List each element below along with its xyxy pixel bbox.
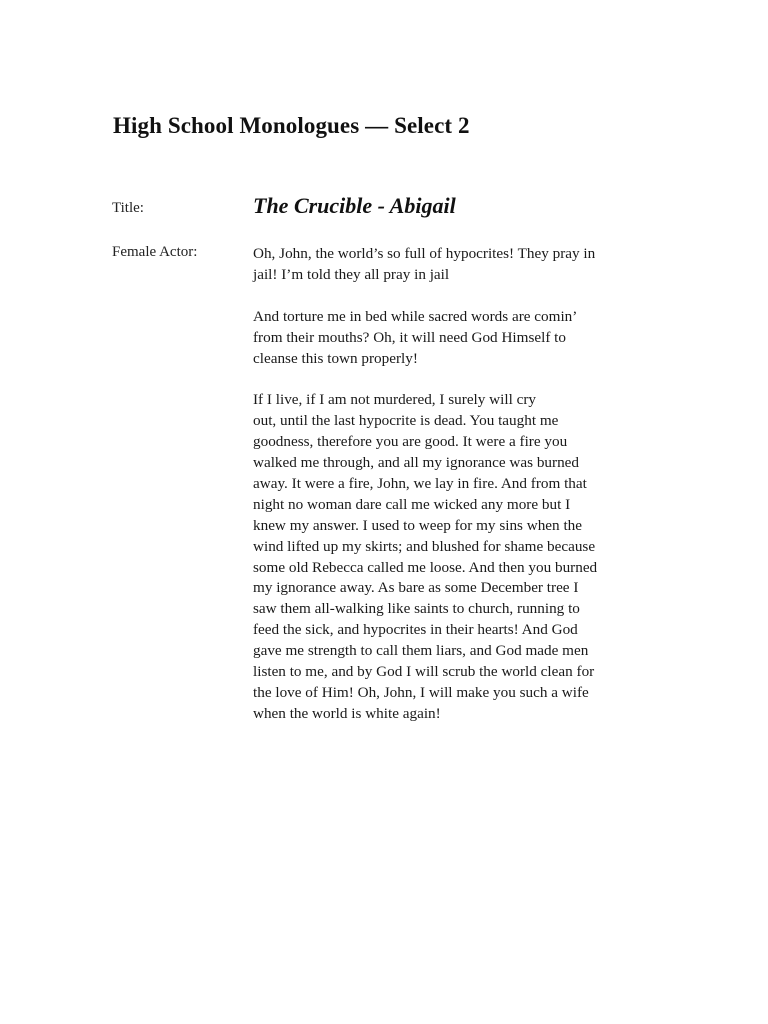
monologue-text bbox=[253, 244, 673, 746]
text-line: listen to me, and by God I will scrub the world clean for bbox=[253, 663, 595, 681]
text-line: jail! I’m told they all pray in jail bbox=[253, 265, 450, 283]
text-line: If I live, if I am not murdered, I surely will cry bbox=[253, 391, 536, 409]
title-label: Title: bbox=[112, 200, 144, 216]
monologue-paragraph bbox=[253, 244, 673, 286]
play-title: The Crucible - Abigail bbox=[253, 193, 456, 218]
text-line: my ignorance away. As bare as some December tree I bbox=[253, 579, 579, 597]
text-line: knew my answer. I used to weep for my sins when the bbox=[253, 516, 582, 534]
actor-label: Female Actor: bbox=[112, 244, 198, 260]
text-line: away. It were a fire, John, we lay in fire. And from that bbox=[253, 474, 587, 492]
text-line: out, until the last hypocrite is dead. You taught me bbox=[253, 412, 559, 430]
text-line: cleanse this town properly! bbox=[253, 349, 418, 367]
text-line: feed the sick, and hypocrites in their hearts! And God bbox=[253, 621, 578, 639]
text-line: wind lifted up my skirts; and blushed for shame because bbox=[253, 537, 596, 555]
monologue-paragraph bbox=[253, 307, 673, 370]
text-line: from their mouths? Oh, it will need God Himself to bbox=[253, 328, 566, 346]
text-line: saw them all-walking like saints to church, running to bbox=[253, 600, 580, 618]
text-line: the love of Him! Oh, John, I will make you such a wife bbox=[253, 684, 589, 701]
text-line: goodness, therefore you are good. It were a fire you bbox=[253, 433, 568, 451]
text-line: gave me strength to call them liars, and God made men bbox=[253, 642, 589, 660]
text-line: And torture me in bed while sacred words are comin’ bbox=[253, 307, 578, 325]
text-line: when the world is white again! bbox=[253, 704, 441, 722]
monologue-paragraph bbox=[253, 390, 673, 725]
text-line: night no woman dare call me wicked any more but I bbox=[253, 495, 571, 513]
page-heading: High School Monologues — Select 2 bbox=[113, 113, 470, 138]
text-line: some old Rebecca called me loose. And then you burned bbox=[253, 558, 598, 576]
text-line: Oh, John, the world’s so full of hypocrites! They pray in bbox=[253, 245, 596, 262]
text-line: walked me through, and all my ignorance was burned bbox=[253, 454, 580, 472]
